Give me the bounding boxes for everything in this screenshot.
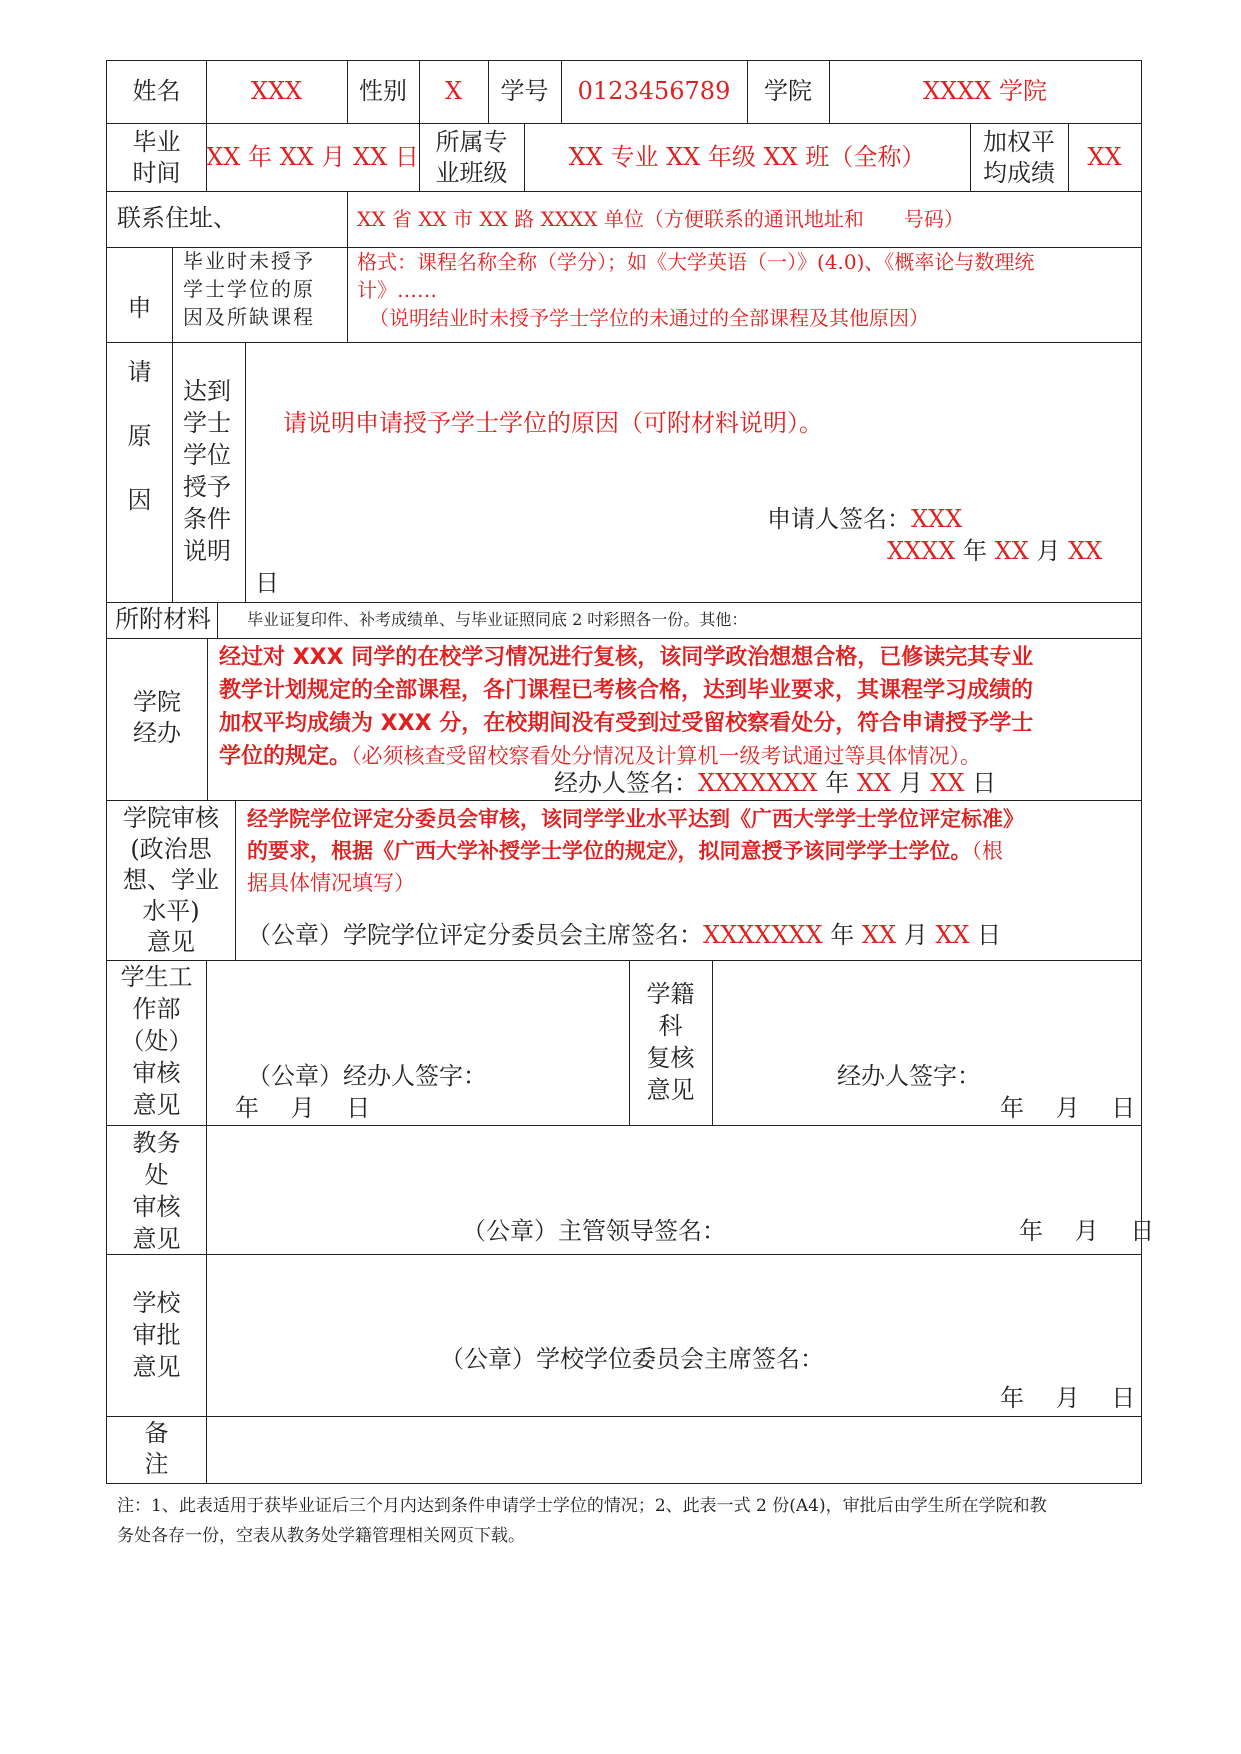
gender-value[interactable]: X: [444, 77, 463, 105]
reason-label: 毕业时未授予 学士学位的原 因及所缺课程: [183, 249, 315, 329]
college-review-label: 学院审核 (政治思 想、学业 水平) 意见: [123, 804, 219, 956]
university-approval-label: 学校 审批 意见: [132, 1289, 181, 1381]
student-affairs-label: 学生工 作部 （处） 审核 意见: [120, 963, 193, 1119]
col-divider: [207, 638, 208, 800]
address-label: 联系住址、: [117, 204, 237, 232]
registry-signature[interactable]: 经办人签字：: [837, 1062, 981, 1090]
name-value[interactable]: XXX: [250, 77, 303, 105]
condition-text[interactable]: 请说明申请授予学士学位的原因（可附材料说明）。: [283, 409, 823, 437]
address-value[interactable]: XX 省 XX 市 XX 路 XXXX 单位（方便联系的通讯地址和 号码）: [357, 207, 964, 231]
academic-affairs-signature[interactable]: （公章）主管领导签名：: [462, 1217, 726, 1245]
col-divider: [712, 960, 713, 1125]
student-id-value[interactable]: 0123456789: [577, 77, 731, 105]
row-divider: [172, 342, 1141, 343]
applicant-date-day-char: 日: [255, 569, 279, 597]
row-divider: [107, 191, 1141, 192]
gender-label: 性别: [359, 77, 407, 105]
academic-affairs-date: 年 月 日: [1019, 1217, 1155, 1245]
row-divider: [107, 602, 1141, 603]
class-value[interactable]: XX 专业 XX 年级 XX 班（全称）: [568, 143, 926, 171]
name-label: 姓名: [132, 77, 181, 105]
row-divider: [107, 638, 1141, 639]
row-divider: [107, 1125, 1141, 1126]
condition-label: 达到 学士 学位 授予 条件 说明: [183, 377, 231, 565]
col-divider: [206, 960, 207, 1125]
student-id-label: 学号: [500, 77, 549, 105]
remarks-field[interactable]: [207, 1417, 1137, 1481]
college-value[interactable]: XXXX 学院: [923, 77, 1047, 105]
col-divider: [347, 247, 348, 342]
registry-date: 年 月 日: [1000, 1094, 1136, 1122]
registry-label: 学籍 科 复核 意见: [646, 980, 695, 1104]
college-handling-signature: 经办人签名：XXXXXXX 年 XX 月 XX 日: [554, 769, 997, 797]
college-review-signature: （公章）学院学位评定分委员会主席签名：XXXXXXX 年 XX 月 XX 日: [247, 921, 1002, 949]
grad-time-value[interactable]: XX 年 XX 月 XX 日: [206, 143, 419, 171]
academic-affairs-label: 教务 处 审核 意见: [132, 1129, 181, 1253]
col-divider: [235, 800, 236, 960]
row-divider: [107, 123, 1141, 124]
university-approval-signature[interactable]: （公章）学校学位委员会主席签名：: [440, 1345, 824, 1373]
college-label: 学院: [764, 77, 812, 105]
col-divider: [245, 342, 246, 602]
college-review-text[interactable]: 经学院学位评定分委员会审核，该同学学业水平达到《广西大学学士学位评定标准》 的要求，根据《广西大学补授学士学位的规定》，拟同意授予该同学学士学位。（根 据具体情况填写）: [247, 807, 1024, 895]
remarks-label: 备 注: [144, 1419, 169, 1478]
gpa-label: 加权平 均成绩: [983, 128, 1055, 187]
application-form-table: 姓名 XXX 性别 X 学号 0123456789 学院 XXXX 学院 毕业 时间 XX 年 XX 月 XX 日 所属专 业班级 XX 专业 XX 年级 XX 班（全称） 加权平 均成绩 XX 联系住址、 XX 省 XX 市 XX 路 XXXX 单位（方便联系的通讯地址和 号码） 申 请 原 因 毕业时未授予 学士学位的原 因及所缺课程 格式：课程名称全称（学分）；如《大学英语（一）》(4.0)、《概率论与数理统 计》…… （说明结业时未授予学士学位的未通过的全部课程及其他原因） 达到 学士 学位 授予 条件 说明 请说明申请授予学士学位的原因（可附材料说明）。 申请人签名：XXX XXXX 年 XX 月 XX 日 所附材料 毕业证复印件、补考成绩单、与毕业证照同底 2 吋彩照各一份。其他： 学院 经办 经过对 XXX 同学的在校学习情况进行复核，该同学政治想想合格，已修读完其专业 教学计划规定的全部课程，各门课程已考核合格，达到毕业要求，其课程学习成绩的 加权平均成绩为 XXX 分，在校期间没有受到过受留校察看处分，符合申请授予学士 学位的规定。（必须核查受留校察看处分情况及计算机一级考试通过等具体情况）。 经办人签名：XXXXXXX 年 XX 月 XX 日 学院审核 (政治思 想、学业 水平) 意见 经学院学位评定分委员会审核，该同学学业水平达到《广西大学学士学位评定标准》 的要求，根据《广西大学补授学士学位的规定》，拟同意授予该同学学士学位。（根 据具体情况填写） （公章）学院学位评定分委员会主席签名：XXXXXXX 年 XX 月 XX 日 学生工 作部 （处） 审核 意见 （公章）经办人签字： 年 月 日 学籍 科 复核 意见 经办人签字： 年 月 日 教务 处 审核 意见 （公章）主管领导签名： 年 月 日 学校 审批 意见 （公章）学校学位委员会主席签名： 年 月 日 备 注: [106, 60, 1142, 1484]
applicant-date: XXXX 年 XX 月 XX: [887, 537, 1103, 565]
row-divider: [107, 800, 1141, 801]
university-approval-date: 年 月 日: [1000, 1384, 1136, 1412]
college-handling-label: 学院 经办: [133, 688, 181, 747]
college-handling-text[interactable]: 经过对 XXX 同学的在校学习情况进行复核，该同学政治想想合格，已修读完其专业 教学计划规定的全部课程，各门课程已考核合格，达到毕业要求，其课程学习成绩的 加权平均成绩为 XXX 分，在校期间没有受到过受留校察看处分，符合申请授予学士 学位的规定。（必须核查受留校察看处分情况及计算机一级考试通过等具体情况）。: [219, 645, 1034, 769]
attachments-label: 所附材料: [115, 605, 211, 633]
col-divider: [347, 191, 348, 247]
grad-time-label: 毕业 时间: [132, 128, 181, 187]
col-divider: [172, 247, 173, 602]
gpa-value[interactable]: XX: [1087, 143, 1122, 171]
class-label: 所属专 业班级: [435, 128, 508, 187]
row-divider: [107, 960, 1141, 961]
student-affairs-date: 年 月 日: [235, 1094, 371, 1122]
attachments-text: 毕业证复印件、补考成绩单、与毕业证照同底 2 吋彩照各一份。其他：: [247, 610, 748, 629]
col-divider: [217, 602, 218, 638]
row-divider: [107, 1254, 1141, 1255]
applicant-signature: 申请人签名：XXX: [767, 505, 963, 533]
footnote: 注：1、此表适用于获毕业证后三个月内达到条件申请学士学位的情况；2、此表一式 2 份(A4)，审批后由学生所在学院和教 务处各存一份，空表从教务处学籍管理相关网页下载。: [117, 1496, 1047, 1546]
student-affairs-signature[interactable]: （公章）经办人签字：: [247, 1062, 487, 1090]
reason-text[interactable]: 格式：课程名称全称（学分）；如《大学英语（一）》(4.0)、《概率论与数理统 计》…… （说明结业时未授予学士学位的未通过的全部课程及其他原因）: [357, 250, 1035, 330]
